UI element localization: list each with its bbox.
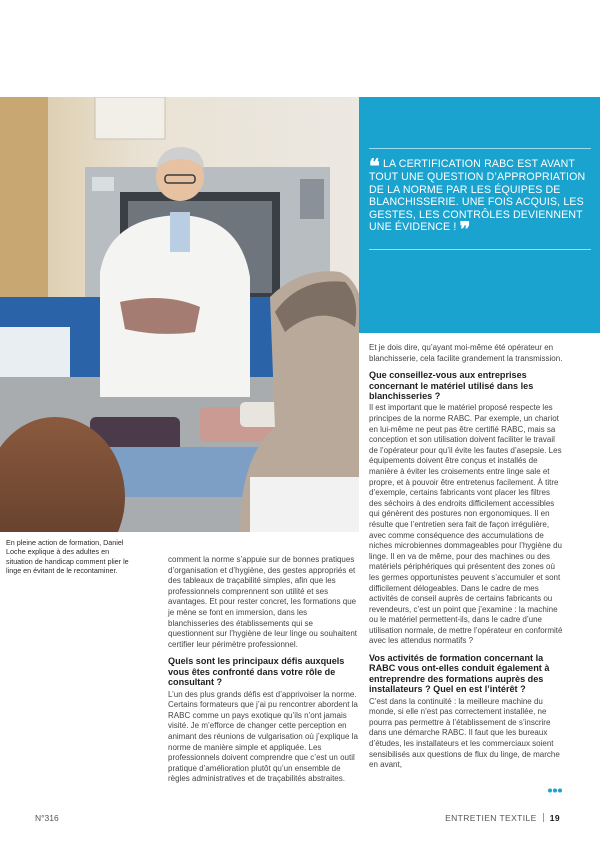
question-1-heading: Que conseillez-vous aux entreprises concernant le matériel utilisé dans les blanchisseries ? xyxy=(369,370,534,401)
pull-quote-text: LA CERTIFICATION RABC EST AVANT TOUT UNE QUESTION D’APPROPRIATION DE LA NORME PAR LES ÉQUIPES DE BLANCHISSERIE. UNE FOIS ACQUIS, LES GESTES, LES CONTRÔLES DEVIENNENT UNE ÉVIDENCE ! xyxy=(369,158,586,234)
training-scene-illustration xyxy=(0,97,359,532)
left-intro-paragraph: comment la norme s’appuie sur de bonnes pratiques d’organisation et d’hygiène, des gestes appropriés et des tableaux de traçabilité simples, afin que les professionnels comprennent son utilité et ses avantages. Et pour rester concret, les formations que je mène se font en immersion, dans les blanchisseries des établissements qui se questionnent sur l’hygiène de leur linge ou souhaitent certifier leur périmètre professionnel. xyxy=(168,555,358,649)
continue-dots-icon xyxy=(548,788,562,793)
left-column xyxy=(168,555,360,785)
right-intro-paragraph: Et je dois dire, qu’ayant moi-même été opérateur en blanchisserie, cela facilite grandement la transmission. xyxy=(369,343,563,363)
article-photo xyxy=(0,97,359,532)
left-answer-paragraph: L’un des plus grands défis est d’apprivoiser la norme. Certains formateurs que j’ai pu rencontrer abordent la RABC comme un pays exotique qu’ils n’ont jamais visité. Je m’efforce de changer cette perception en animant des réunions de vulgarisation où j’explique la norme de manière simple et appliquée. Les professionnels doivent comprendre que c’est un outil pratique d’amélioration plutôt qu’un ensemble de règles administratives et de traçabilités abstraites. xyxy=(168,689,358,784)
right-column xyxy=(369,343,565,771)
quote-top-rule xyxy=(369,148,591,149)
footer-divider xyxy=(543,813,544,822)
footer-folio xyxy=(445,813,560,823)
page-number: 19 xyxy=(549,813,560,823)
issue-number: N°316 xyxy=(35,813,59,823)
photo-caption: En pleine action de formation, Daniel Loche explique à des adultes en situation de handicap comment plier le linge en évitant de le recontaminer. xyxy=(6,538,129,576)
open-quote-icon: ❝ xyxy=(369,154,380,178)
close-quote-icon: ❞ xyxy=(459,217,471,242)
pull-quote xyxy=(369,154,593,242)
question-2-heading: Vos activités de formation concernant la RABC vous ont-elles conduit également à entreprendre des formations auprès des installateurs ? Quel en est l’intérêt ? xyxy=(369,653,550,695)
quote-bottom-rule xyxy=(369,249,591,250)
answer-1-paragraph: Il est important que le matériel proposé respecte les principes de la norme RABC. Par exemple, un chariot en lui-même ne peut pas être certifié RABC, mais sa conception et son utilisation doivent faciliter le travail de l’opérateur pour qu’il évite les fautes d’asepsie. Les équipements doivent être conçus et installés de manière à éviter les croisements entre linge sale et propre, et à pouvoir être entretenus facilement. À titre d’exemple, certains fabricants vont placer les filtres des séchoirs à des endroits difficilement accessibles qui génèrent des postures non ergonomiques. Il en résulte que l’entretien sera fait de façon irrégulière, avec comme conséquence des accumulations de niches microbiennes dommageables pour l’hygiène du linge. Il en va de même, pour des machines ou des matériels périphériques qui présentent des zones où les germes opportunistes peuvent s’accumuler et sont difficilement délogeables. Dans le cadre de mes activités de conseil auprès de certains fabricants ou revendeurs, c’est un point que j’examine : la machine ou le matériel permettent-ils, dans le cadre d’une utilisation normale, de mettre l’opérateur en conformité avec les attendus normatifs ? xyxy=(369,403,563,646)
magazine-name: ENTRETIEN TEXTILE xyxy=(445,813,537,823)
answer-2-paragraph: C’est dans la continuité : la meilleure machine du monde, si elle n’est pas correctement installée, ne pourra pas permettre à l’établissement de s’inscrire dans une démarche RABC. Il faut que les bureaux d’études, les installateurs et les commerciaux soient sensibilisés aux questions de flux du linge, de marche en avant, xyxy=(369,696,560,770)
left-question-heading: Quels sont les principaux défis auxquels vous êtes confronté dans votre rôle de consultant ? xyxy=(168,656,345,688)
